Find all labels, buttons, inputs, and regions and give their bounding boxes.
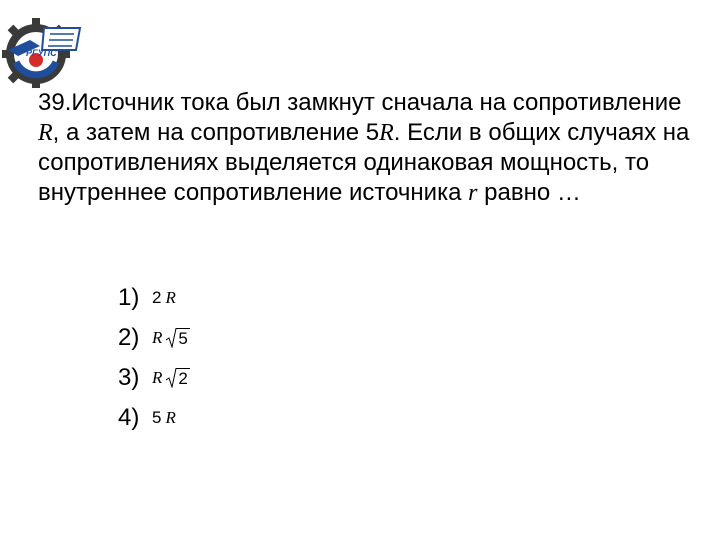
sqrt-icon: 5: [166, 328, 189, 348]
answer-number: 3): [118, 364, 140, 391]
answer-expression: 2 R: [152, 288, 176, 307]
answer-expression: 5 R: [152, 408, 176, 427]
question-text: 39.Источник тока был замкнут сначала на сопротивление R, а затем на сопротивление 5R. Если в общих случаях на сопротивлениях выделяется одинаковая мощность, то внутреннее сопротивление источника r равно …: [38, 89, 690, 206]
answer-number: 4): [118, 404, 140, 431]
question-number: 39.: [38, 89, 72, 116]
answer-option-3[interactable]: [118, 358, 190, 398]
answer-options: [118, 278, 190, 438]
answer-option-1[interactable]: [118, 278, 190, 318]
sqrt-icon: 2: [166, 368, 189, 388]
answer-expression: R 5: [152, 328, 188, 348]
var-r-internal: r: [468, 180, 478, 206]
answer-expression: R 2: [152, 368, 188, 388]
answer-number: 1): [118, 284, 140, 311]
gear-logo-icon: [0, 10, 86, 88]
var-r-1: R: [38, 120, 53, 146]
answer-option-2[interactable]: [118, 318, 190, 358]
var-r-2: R: [379, 120, 394, 146]
answer-number: 2): [118, 324, 140, 351]
logo-text: РГУПС: [26, 48, 57, 58]
answer-option-4[interactable]: [118, 398, 190, 438]
university-logo: [0, 10, 86, 88]
